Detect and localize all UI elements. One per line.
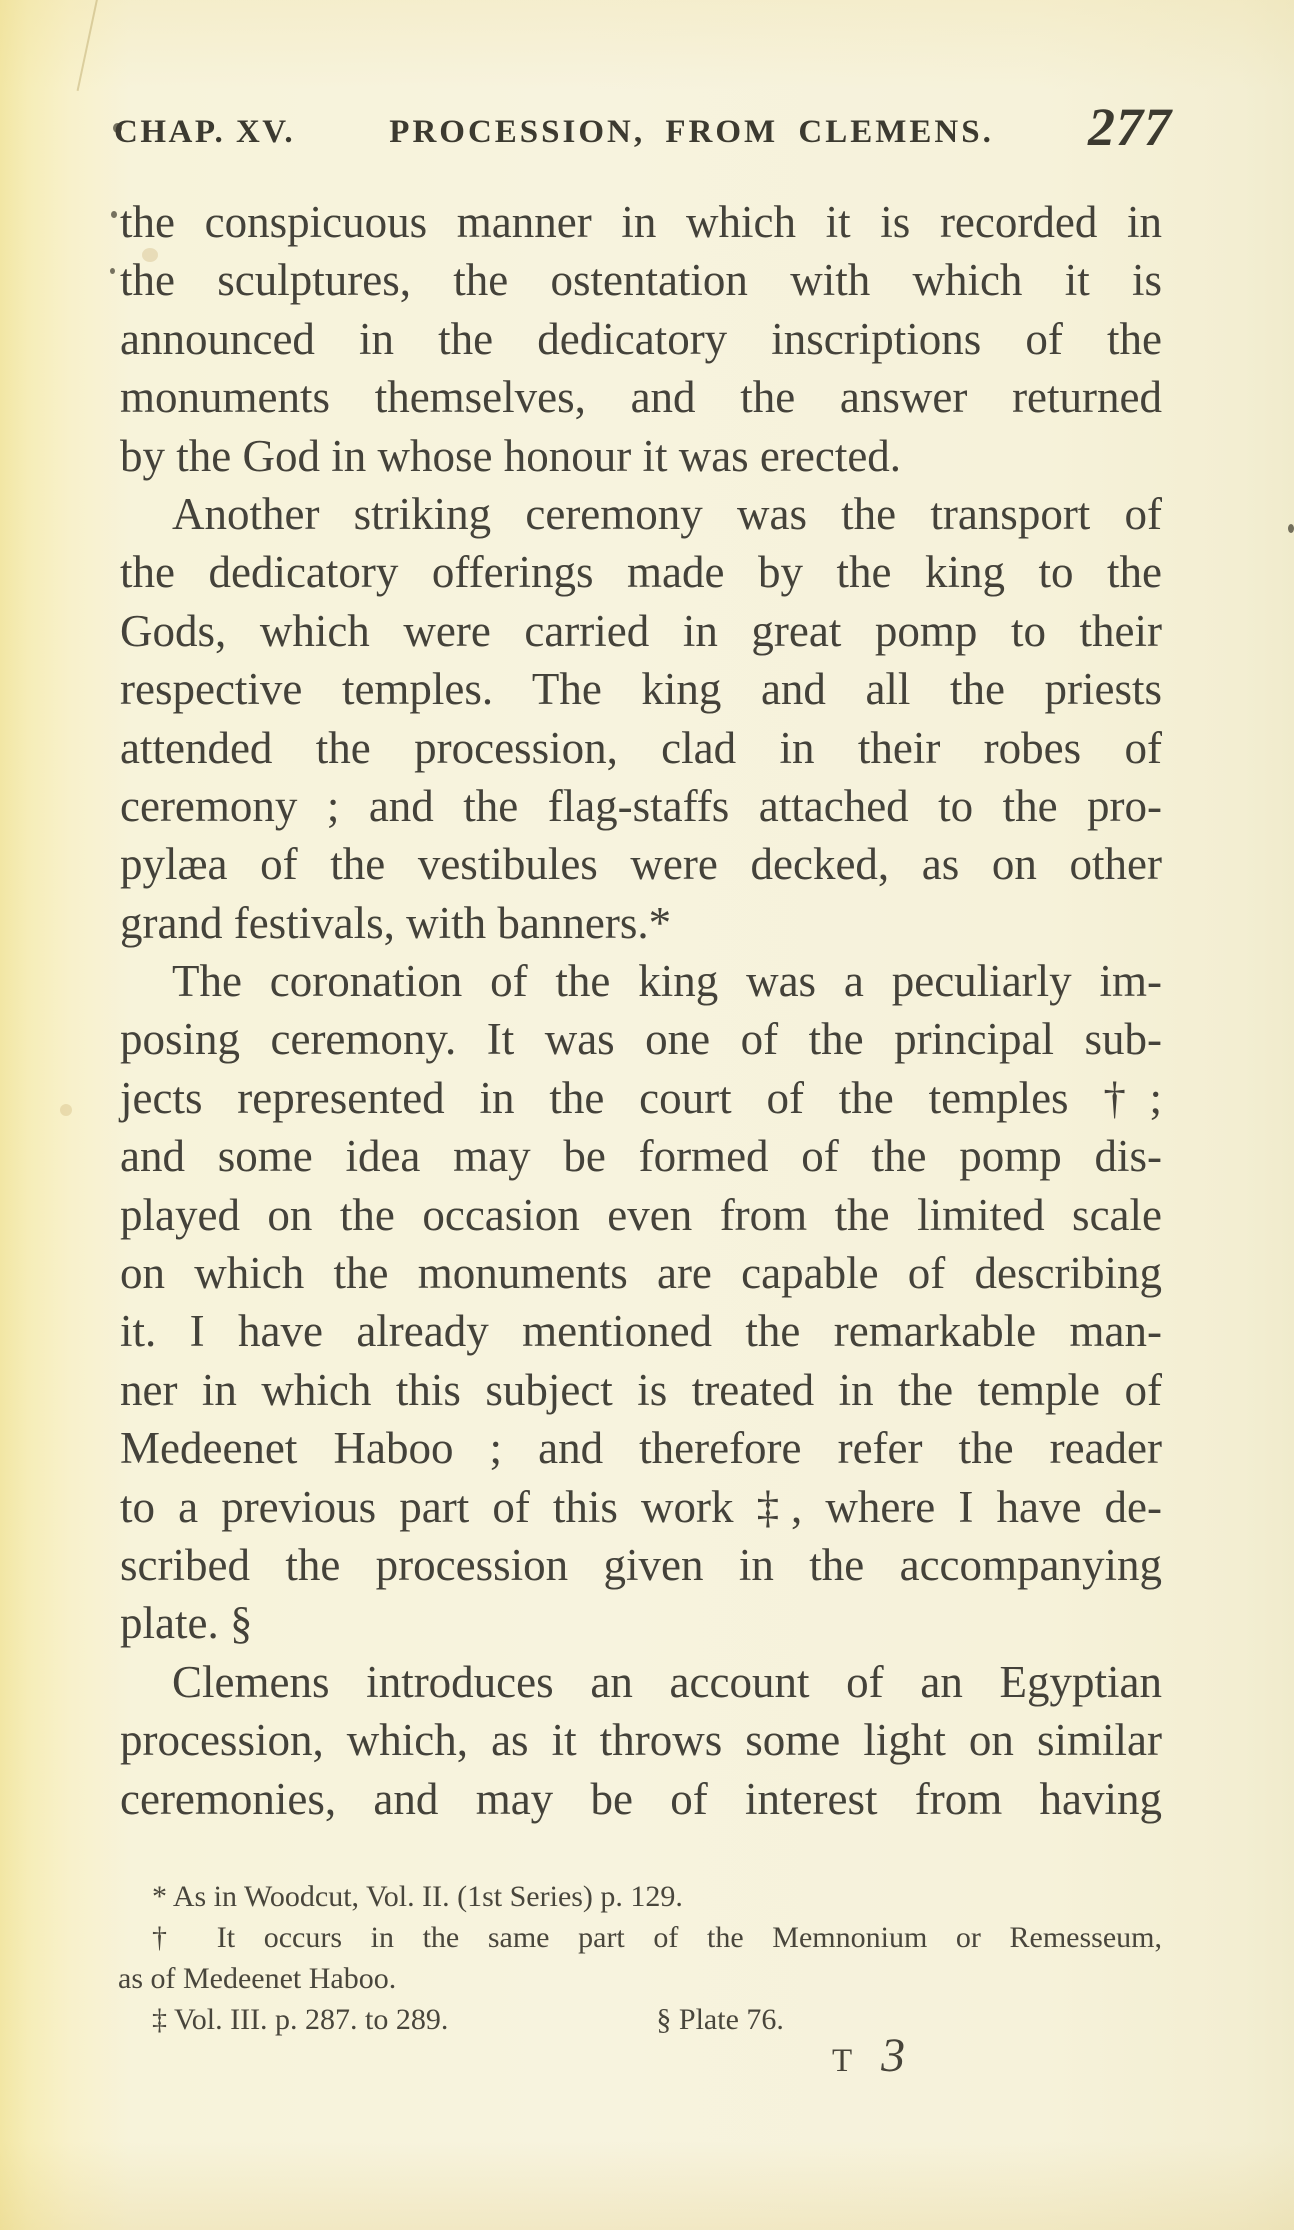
text-line: and some idea may be formed of the pomp dis- xyxy=(120,1131,1162,1182)
footnote-asterisk: * As in Woodcut, Vol. II. (1st Series) p. 129. xyxy=(152,1880,683,1913)
page-body xyxy=(120,193,1162,1828)
text-line: ceremony ; and the flag-staffs attached to the pro- xyxy=(120,780,1162,831)
text-line: jects represented in the court of the temples †; xyxy=(120,1072,1162,1123)
signature-letter: T xyxy=(832,2043,854,2079)
text-line: Another striking ceremony was the transport of xyxy=(172,488,1162,539)
text-line: ceremonies, and may be of interest from having xyxy=(120,1773,1162,1824)
text-line: announced in the dedicatory inscriptions of the xyxy=(120,313,1162,364)
scan-speck xyxy=(111,211,117,218)
footnote-dagger-line2: as of Medeenet Haboo. xyxy=(118,1962,397,1995)
text-line: scribed the procession given in the accompanying xyxy=(120,1539,1162,1590)
text-line: the sculptures, the ostentation with which it is xyxy=(120,255,1162,306)
text-line: attended the procession, clad in their robes of xyxy=(120,722,1162,773)
text-line: Clemens introduces an account of an Egyptian xyxy=(172,1656,1162,1707)
scan-scratch xyxy=(77,0,102,91)
running-head xyxy=(114,93,1172,155)
scan-speck xyxy=(110,268,115,274)
text-line: by the God in whose honour it was erected. xyxy=(120,430,902,481)
signature-mark xyxy=(832,2028,905,2083)
text-line: to a previous part of this work ‡, where I have de- xyxy=(120,1481,1162,1532)
text-line: the conspicuous manner in which it is recorded in xyxy=(120,197,1162,247)
text-line: Gods, which were carried in great pomp to their xyxy=(120,605,1162,656)
footnote-row xyxy=(118,1999,1162,2040)
text-line: monuments themselves, and the answer returned xyxy=(120,372,1162,423)
text-line: The coronation of the king was a peculiarly im- xyxy=(172,956,1162,1007)
scan-smudge xyxy=(60,1104,72,1116)
signature-number: 3 xyxy=(881,2029,906,2082)
text-line: plate. § xyxy=(120,1598,253,1649)
scan-speck xyxy=(1288,524,1294,533)
text-line: played on the occasion even from the limited scale xyxy=(120,1189,1162,1240)
text-line: pylæa of the vestibules were decked, as on other xyxy=(120,839,1162,890)
text-line: respective temples. The king and all the priests xyxy=(120,664,1162,715)
text-line: Medeenet Haboo ; and therefore refer the reader xyxy=(120,1423,1162,1474)
text-line: procession, which, as it throws some light on similar xyxy=(120,1715,1162,1766)
text-line: ner in which this subject is treated in the temple of xyxy=(120,1364,1162,1415)
footnotes xyxy=(118,1876,1162,2040)
footnote-section: § Plate 76. xyxy=(656,2003,784,2036)
text-line: grand festivals, with banners.* xyxy=(120,897,672,948)
footnote-dagger-line1: † It occurs in the same part of the Memnonium or Remesseum, xyxy=(152,1921,1162,1954)
page-number: 277 xyxy=(1088,97,1172,157)
text-line: posing ceremony. It was one of the principal sub- xyxy=(120,1014,1162,1065)
text-line: it. I have already mentioned the remarkable man- xyxy=(120,1306,1162,1357)
chapter-label: CHAP. XV. xyxy=(114,114,296,150)
page-title: PROCESSION, FROM CLEMENS. xyxy=(389,114,994,150)
footnote-double-dagger: ‡ Vol. III. p. 287. to 289. xyxy=(152,2003,449,2036)
text-line: the dedicatory offerings made by the king to the xyxy=(120,547,1162,598)
text-line: on which the monuments are capable of describing xyxy=(120,1248,1162,1299)
